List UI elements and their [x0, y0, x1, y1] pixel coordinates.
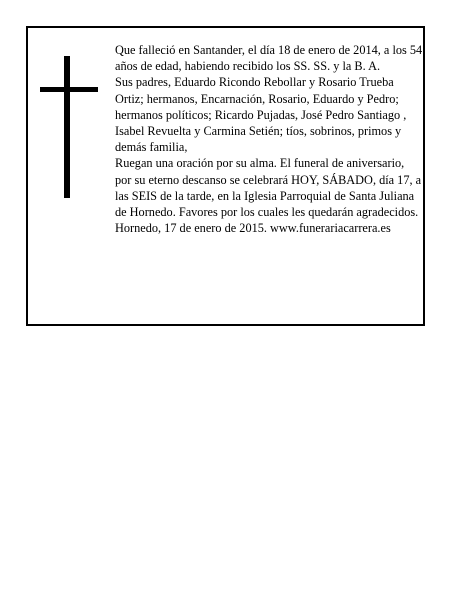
- cross-vertical-bar: [64, 56, 70, 198]
- obituary-notice: [26, 26, 425, 326]
- cross-horizontal-bar: [40, 87, 98, 92]
- notice-paragraph-family: Sus padres, Eduardo Ricondo Rebollar y Rosario Trueba Ortiz; hermanos, Encarnación, Rosario, Eduardo y Pedro; hermanos políticos; Ricardo Pujadas, José Pedro Santiago , Isabel Revuelta y Carmina Setién; tíos, sobrinos, primos y demás familia,: [115, 75, 407, 155]
- notice-paragraph-funeral: Ruegan una oración por su alma. El funeral de aniversario, por su eterno descanso se celebrará HOY, SÁBADO, día 17, a las SEIS de la tarde, en la Iglesia Parroquial de Santa Juliana de Hornedo. Favores por los cuales les quedarán agradecidos.: [115, 156, 422, 220]
- cross-icon: [40, 56, 98, 198]
- notice-paragraph-death: Que falleció en Santander, el día 18 de enero de 2014, a los 54 años de edad, habiendo recibido los SS. SS. y la B. A.: [115, 43, 423, 74]
- notice-paragraph-dateline: Hornedo, 17 de enero de 2015. www.funerariacarrera.es: [115, 221, 391, 236]
- notice-text: [115, 42, 423, 236]
